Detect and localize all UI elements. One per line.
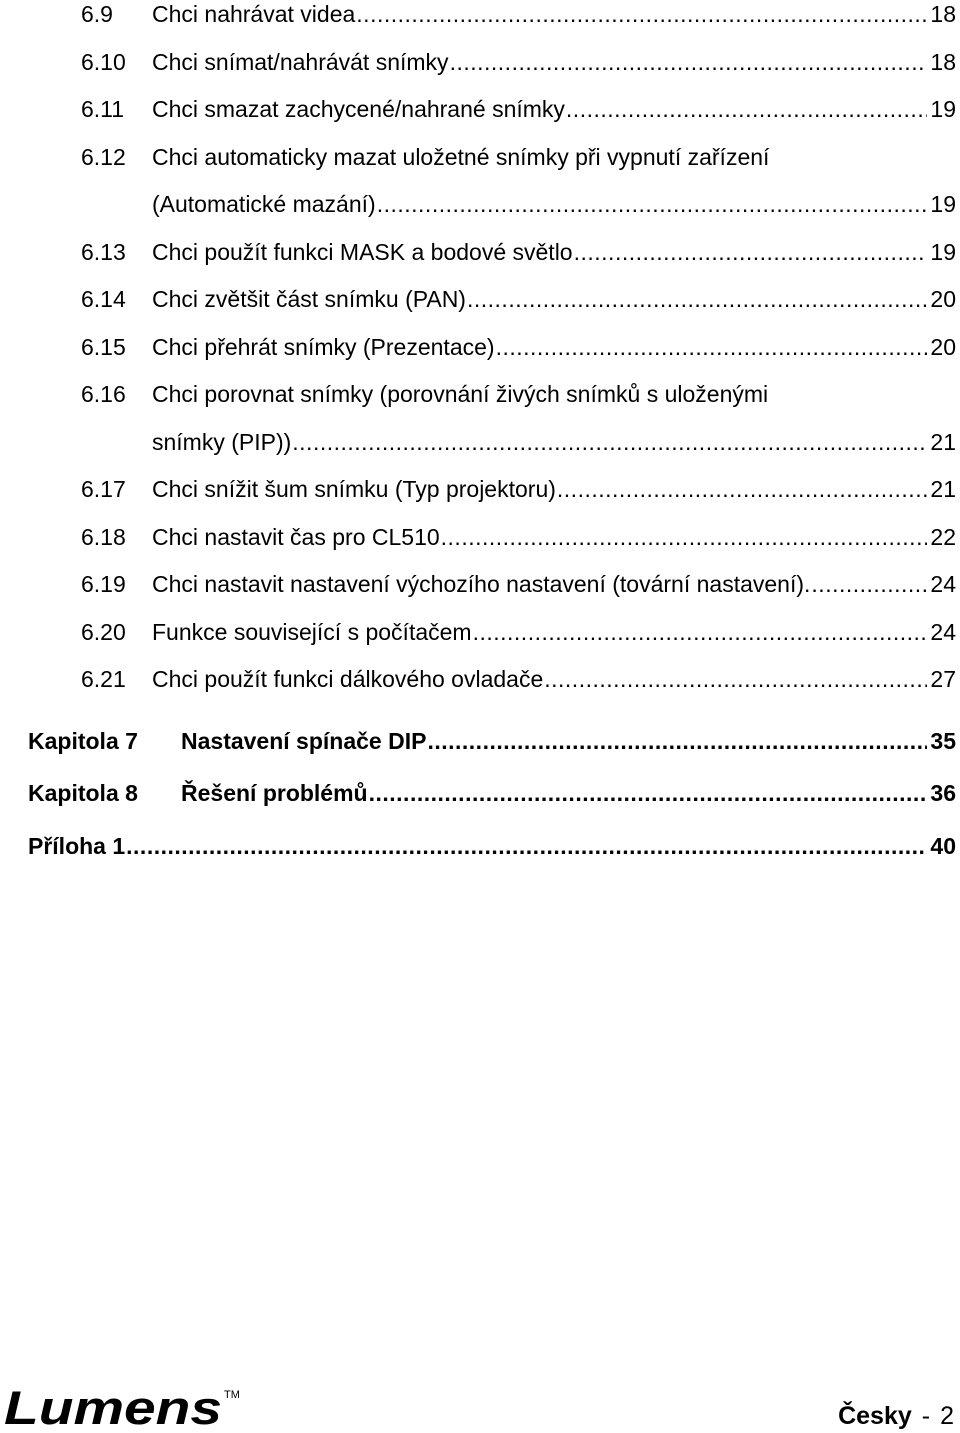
appendix-title: Příloha 1 — [28, 833, 126, 859]
dot-leader — [496, 333, 928, 361]
chapter-label: Kapitola 7 — [28, 728, 138, 754]
toc-entry-title: Chci použít funkci MASK a bodové světlo — [152, 239, 573, 265]
toc-entry-page: 21 — [930, 429, 956, 455]
appendix-page: 40 — [930, 833, 956, 859]
toc-entry-title: Chci nastavit čas pro CL510 — [152, 524, 440, 550]
chapter-page: 35 — [930, 728, 956, 754]
toc-entry-number: 6.21 — [81, 666, 126, 692]
toc-entry-title: Chci přehrát snímky (Prezentace) — [152, 334, 495, 360]
chapter-title: Řešení problémů — [181, 780, 368, 806]
dot-leader — [369, 779, 928, 807]
toc-entry[interactable] — [0, 48, 960, 88]
dot-leader — [811, 570, 927, 598]
toc-entry[interactable] — [0, 523, 960, 563]
toc-entry[interactable] — [0, 238, 960, 278]
logo-text: Lumens — [4, 1384, 223, 1428]
dot-leader — [292, 428, 927, 456]
toc-entry-number: 6.10 — [81, 49, 126, 75]
toc-entry-title: Chci nahrávat videa — [152, 1, 356, 27]
chapter-label: Kapitola 8 — [28, 780, 138, 806]
toc-entry-page: 27 — [930, 666, 956, 692]
dot-leader — [377, 190, 928, 218]
toc-entry[interactable] — [0, 0, 960, 40]
toc-entry-number: 6.9 — [81, 1, 113, 27]
toc-entry-title: Chci nastavit nastavení výchozího nastavení (tovární nastavení). — [152, 571, 811, 597]
toc-entry-number: 6.11 — [81, 96, 125, 122]
dot-leader — [544, 665, 927, 693]
toc-entry[interactable] — [0, 665, 960, 705]
toc-entry[interactable] — [0, 333, 960, 373]
toc-entry-number: 6.13 — [81, 239, 126, 265]
language-label: Česky — [838, 1402, 912, 1430]
page-footer — [0, 1380, 960, 1433]
toc-entry-page: 21 — [930, 476, 956, 502]
toc-entry[interactable] — [0, 570, 960, 610]
toc-entry[interactable] — [0, 618, 960, 658]
dot-leader — [473, 618, 928, 646]
toc-entry-number: 6.14 — [81, 286, 126, 312]
toc-entry-page: 18 — [930, 1, 956, 27]
toc-entry-number: 6.19 — [81, 571, 126, 597]
dot-leader — [441, 523, 928, 551]
dot-leader — [566, 95, 927, 123]
toc-entry-number: 6.12 — [81, 144, 126, 170]
toc-entry-page: 20 — [930, 286, 956, 312]
lumens-logo — [2, 1384, 242, 1428]
toc-entry-title: Chci zvětšit část snímku (PAN) — [152, 286, 466, 312]
toc-entry[interactable] — [0, 475, 960, 515]
toc-chapter-7[interactable] — [0, 727, 960, 767]
trademark-mark: TM — [224, 1389, 240, 1401]
toc-entry-number: 6.18 — [81, 524, 126, 550]
toc-entry[interactable] — [0, 285, 960, 325]
toc-entry-page: 24 — [930, 571, 956, 597]
dot-leader — [450, 48, 928, 76]
toc-entry-title-continuation: (Automatické mazání) — [152, 191, 376, 217]
chapter-page: 36 — [930, 780, 956, 806]
toc-entry-title: Chci porovnat snímky (porovnání živých snímků s uloženými — [152, 381, 769, 407]
toc-entry-title: Chci snížit šum snímku (Typ projektoru) — [152, 476, 556, 502]
toc-entry-title: Chci automaticky mazat uložetné snímky při vypnutí zařízení — [152, 144, 770, 170]
toc-chapter-8[interactable] — [0, 779, 960, 819]
page-number: 2 — [940, 1402, 954, 1430]
dot-leader — [557, 475, 928, 503]
toc-entry-page: 19 — [930, 239, 956, 265]
dot-leader — [356, 0, 927, 28]
toc-entry-number: 6.15 — [81, 334, 126, 360]
toc-entry-page: 24 — [930, 619, 956, 645]
toc-entry-number: 6.17 — [81, 476, 126, 502]
dot-leader — [126, 832, 927, 860]
toc-entry-page: 22 — [930, 524, 956, 550]
toc-entry-page: 18 — [930, 49, 956, 75]
toc-entry-title: Chci smazat zachycené/nahrané snímky — [152, 96, 565, 122]
dot-leader — [574, 238, 928, 266]
toc-entry-title: Funkce související s počítačem — [152, 619, 472, 645]
toc-entry-continuation[interactable] — [0, 428, 960, 468]
toc-entry[interactable] — [0, 143, 960, 183]
toc-entry-title-continuation: snímky (PIP)) — [152, 429, 292, 455]
dot-leader — [427, 727, 927, 755]
toc-entry[interactable] — [0, 95, 960, 135]
footer-separator: - — [921, 1402, 931, 1430]
footer-language-page — [838, 1402, 954, 1431]
toc-appendix-1[interactable] — [0, 832, 960, 872]
toc-entry-title: Chci snímat/nahrávát snímky — [152, 49, 449, 75]
toc-entry-page: 19 — [930, 96, 956, 122]
toc-entry-number: 6.16 — [81, 381, 126, 407]
toc-entry[interactable] — [0, 380, 960, 420]
chapter-title: Nastavení spínače DIP — [181, 728, 427, 754]
dot-leader — [467, 285, 927, 313]
toc-entry-page: 20 — [930, 334, 956, 360]
toc-entry-continuation[interactable] — [0, 190, 960, 230]
toc-entry-title: Chci použít funkci dálkového ovladače — [152, 666, 544, 692]
toc-entry-number: 6.20 — [81, 619, 126, 645]
toc-entry-page: 19 — [930, 191, 956, 217]
